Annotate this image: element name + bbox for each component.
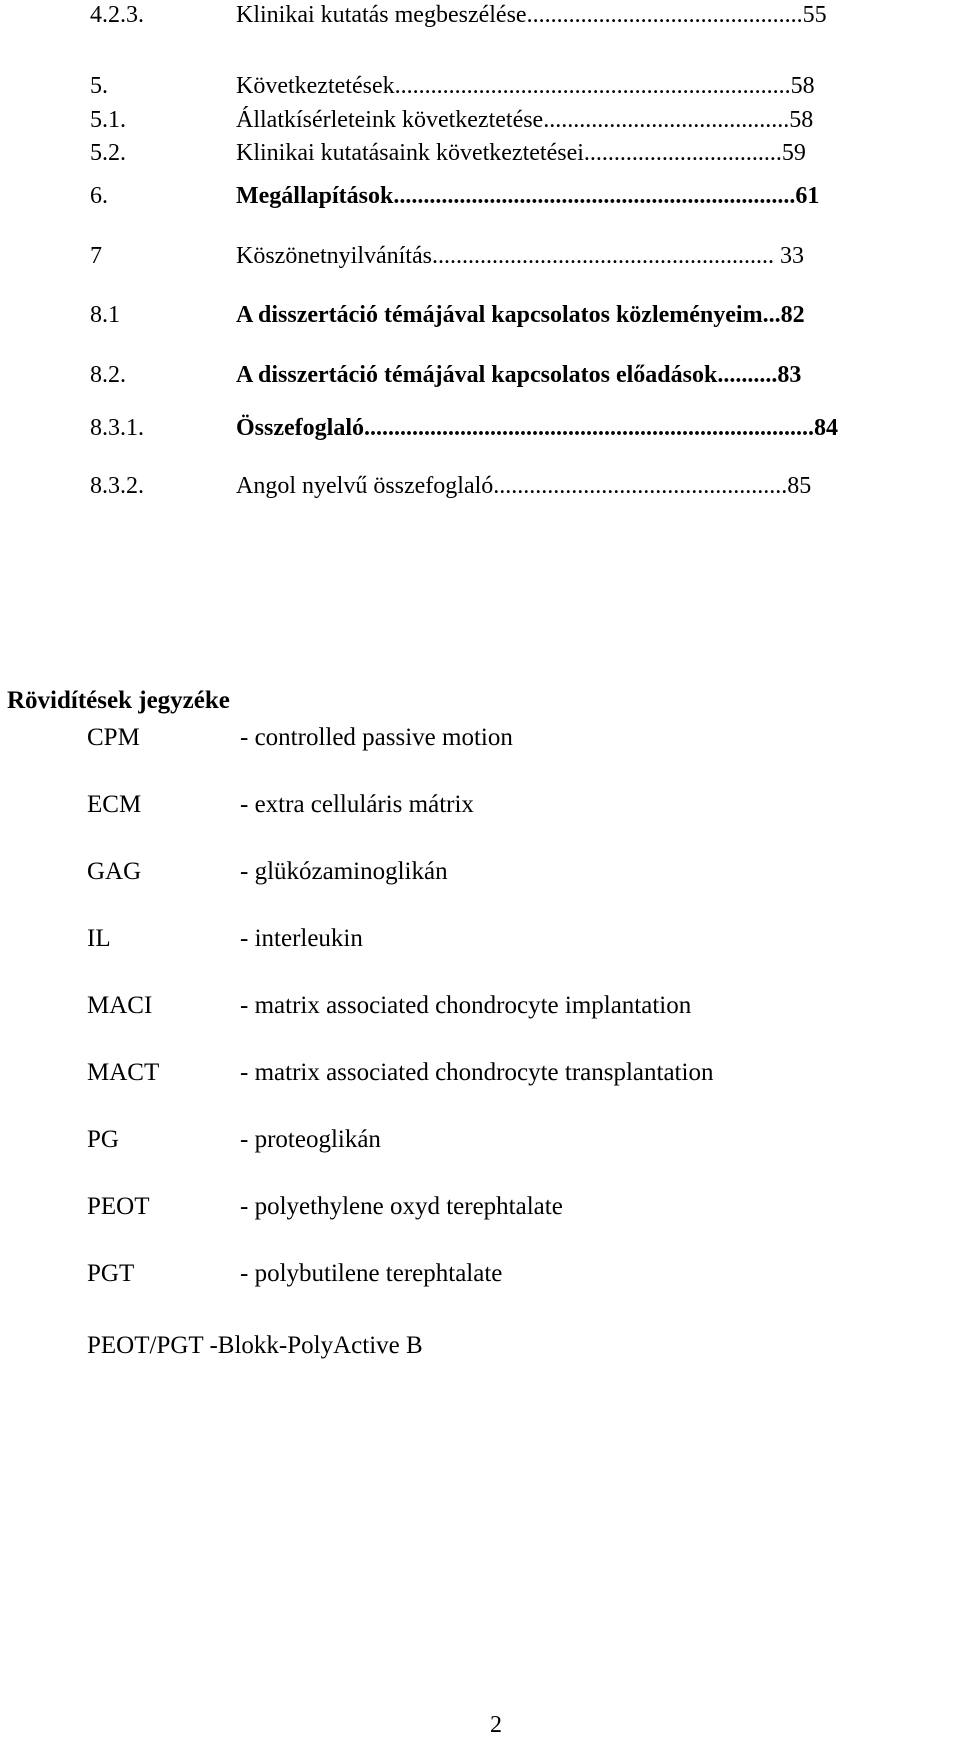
toc-number: 6. [90, 183, 108, 209]
abbreviation-definition: - glükózaminoglikán [240, 858, 448, 885]
abbreviation-definition: - matrix associated chondrocyte transplantation [240, 1059, 714, 1086]
toc-label: Következtetések..................................................................58 [236, 73, 815, 99]
page-number: 2 [490, 1712, 502, 1738]
toc-number: 8.3.2. [90, 473, 144, 499]
abbreviation: MACT [87, 1059, 160, 1086]
toc-entry [90, 236, 958, 276]
abbreviation-definition: - polybutilene terephtalate [240, 1260, 503, 1287]
toc-number: 7 [90, 243, 102, 269]
toc-entry [90, 0, 958, 35]
toc-entry [90, 133, 958, 173]
toc-entry [90, 176, 958, 216]
abbreviation: ECM [87, 791, 142, 818]
abbreviation-definition: - extra celluláris mátrix [240, 791, 474, 818]
abbreviation: GAG [87, 858, 142, 885]
abbreviation: IL [87, 925, 111, 952]
abbreviation: PG [87, 1126, 119, 1153]
toc-entry [90, 466, 958, 506]
toc-number: 4.2.3. [90, 2, 144, 28]
toc-label: Állatkísérleteink következtetése.........................................58 [236, 107, 814, 133]
toc-number: 8.2. [90, 362, 126, 388]
abbreviation: MACI [87, 992, 153, 1019]
toc-number: 5.2. [90, 140, 126, 166]
abbreviation-definition: - controlled passive motion [240, 724, 513, 751]
abbreviation-row-combined: PEOT/PGT -Blokk-PolyActive B [87, 1332, 423, 1359]
abbreviations-title: Rövidítések jegyzéke [7, 687, 230, 714]
toc-label: Klinikai kutatásaink következtetései.................................59 [236, 140, 806, 166]
toc-label: A disszertáció témájával kapcsolatos előadások..........83 [236, 362, 802, 388]
toc-label: Angol nyelvű összefoglaló.................................................85 [236, 473, 812, 499]
toc-label: Köszönetnyilvánítás......................................................... 33 [236, 243, 804, 269]
toc-entry [90, 295, 958, 335]
abbreviation-definition: - polyethylene oxyd terephtalate [240, 1193, 563, 1220]
toc-entry [90, 355, 958, 395]
toc-label: Megállapítások...................................................................61 [236, 183, 820, 209]
abbreviation: CPM [87, 724, 140, 751]
toc-label: A disszertáció témájával kapcsolatos közleményeim...82 [236, 302, 805, 328]
toc-label: Összefoglaló...........................................................................84 [236, 415, 838, 441]
toc-number: 8.3.1. [90, 415, 144, 441]
toc-entry [90, 408, 958, 448]
abbreviation-definition: - proteoglikán [240, 1126, 381, 1153]
toc-number: 5. [90, 73, 108, 99]
abbreviation: PEOT [87, 1193, 150, 1220]
toc-label: Klinikai kutatás megbeszélése..............................................55 [236, 2, 827, 28]
toc-number: 5.1. [90, 107, 126, 133]
toc-number: 8.1 [90, 302, 120, 328]
abbreviation: PGT [87, 1260, 135, 1287]
abbreviation-definition: - matrix associated chondrocyte implantation [240, 992, 692, 1019]
abbreviation-definition: - interleukin [240, 925, 363, 952]
